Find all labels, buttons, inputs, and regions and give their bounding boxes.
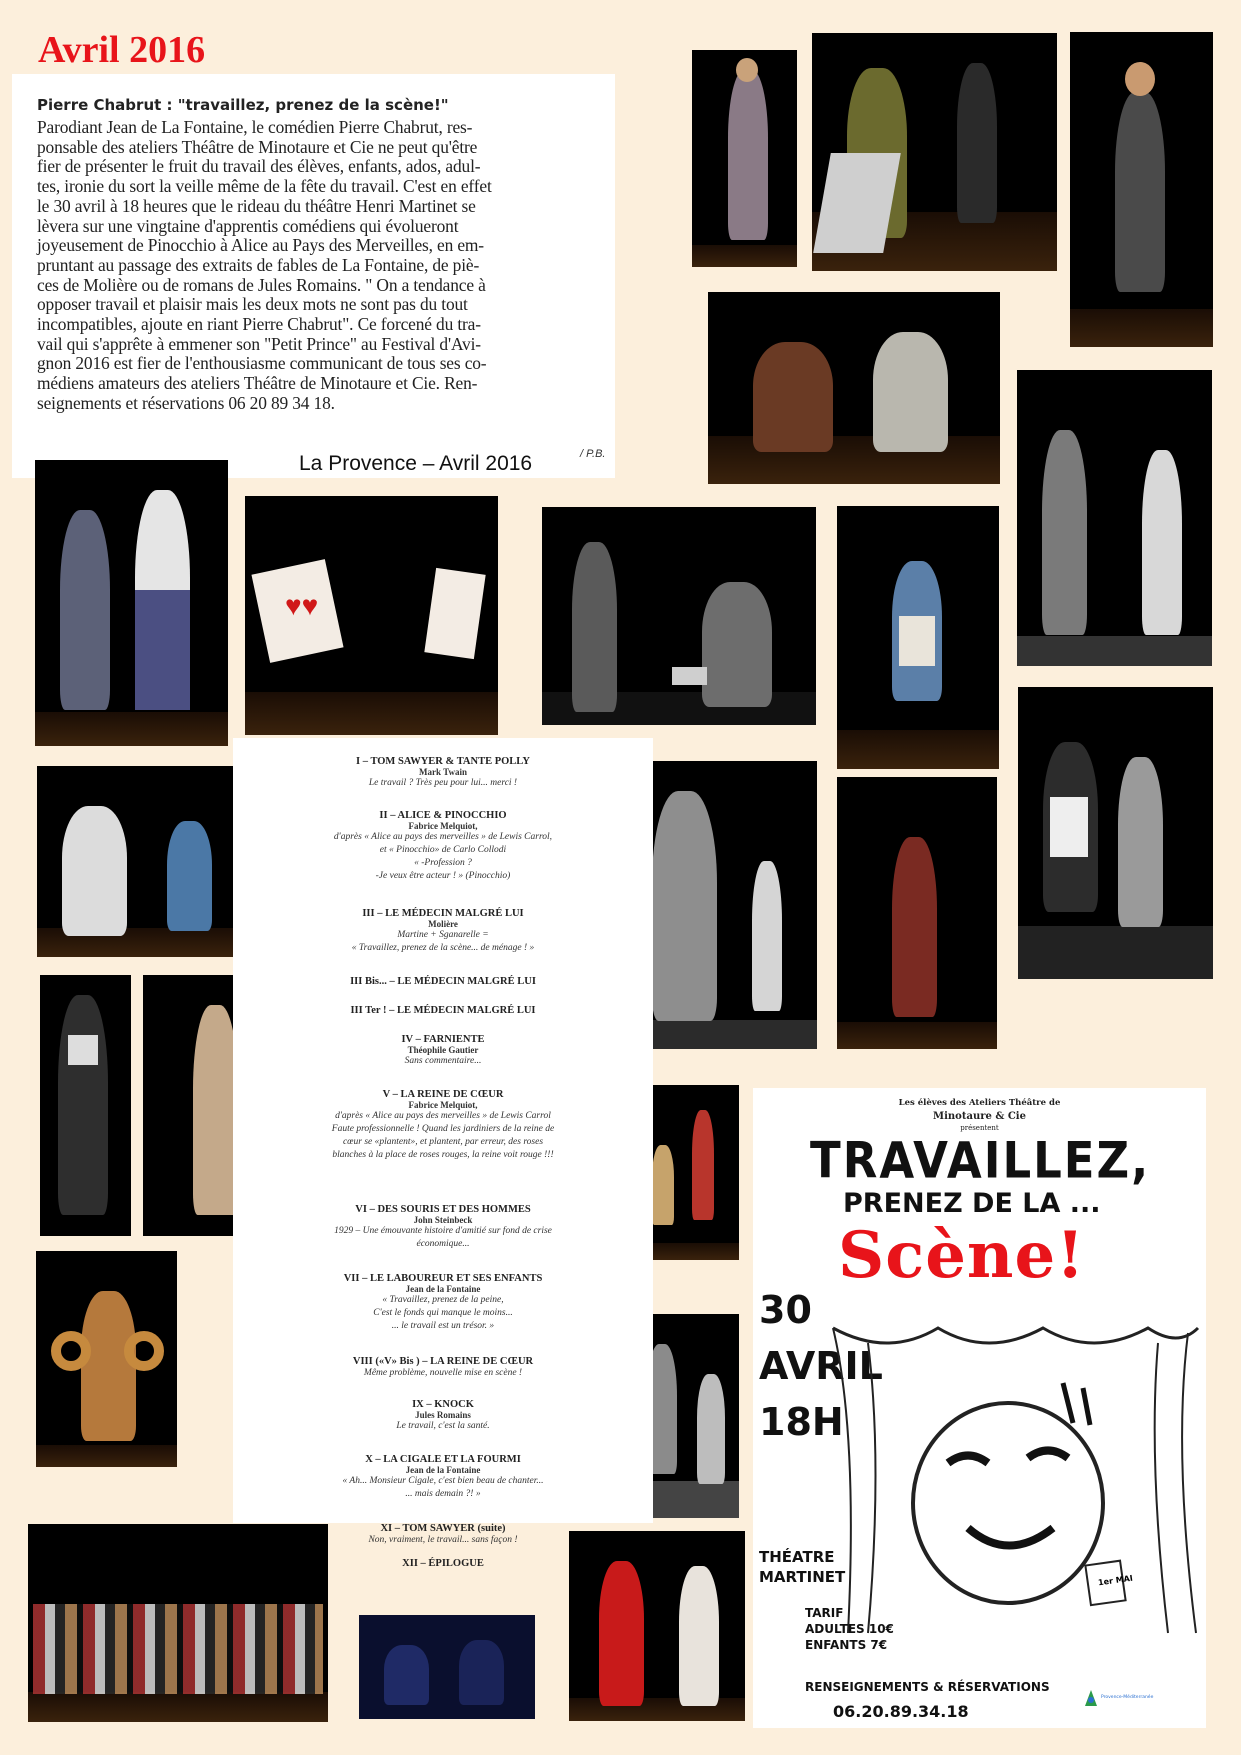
act-title: I – TOM SAWYER & TANTE POLLY (356, 756, 530, 767)
act-line: Martine + Sganarelle = (397, 930, 489, 940)
article-source: La Provence – Avril 2016 (299, 452, 533, 475)
act-title: III – LE MÉDECIN MALGRÉ LUI (362, 908, 524, 919)
stage-photo (1070, 32, 1213, 347)
stage-photo (642, 761, 817, 1049)
program-act (233, 908, 653, 955)
article-line: incompatibles, ajoute en riant Pierre Chabrut". Ce forcené du tra- (37, 314, 481, 335)
act-line: et « Pinocchio» de Carlo Collodi (379, 845, 507, 855)
article-line: ponsable des ateliers Théâtre de Minotaure et Cie ne peut qu'être (37, 136, 478, 157)
act-line: « Travaillez, prenez de la peine, (382, 1295, 504, 1305)
act-line: Non, vraiment, le travail... sans façon ! (368, 1535, 518, 1545)
article-line: opposer travail et plaisir mais les deux mots ne sont pas du tout (37, 294, 468, 315)
poster-month: AVRIL (759, 1344, 883, 1388)
poster-intro: Les élèves des Ateliers Théâtre de (898, 1098, 1061, 1108)
poster-headline-2: PRENEZ DE LA ... (843, 1188, 1101, 1219)
act-line: économique... (416, 1239, 470, 1249)
poster-phone: 06.20.89.34.18 (833, 1702, 969, 1721)
act-author: John Steinbeck (413, 1215, 473, 1225)
stage-photo: ♥♥ (245, 496, 498, 735)
poster-headline-1: TRAVAILLEZ, (810, 1131, 1151, 1190)
act-title: IX – KNOCK (412, 1399, 474, 1410)
act-line: d'après « Alice au pays des merveilles » de Lewis Carrol (335, 1111, 551, 1121)
act-line: -Je veux être acteur ! » (Pinocchio) (375, 871, 511, 881)
program-act (233, 1273, 653, 1333)
sponsor-logo (1083, 1688, 1154, 1710)
act-line: cœur se «plantent», et plantent, par erreur, des roses (342, 1137, 544, 1147)
stage-photo (812, 33, 1057, 271)
act-author: Jules Romains (415, 1410, 471, 1420)
act-line: ... le travail est un trésor. » (391, 1321, 495, 1331)
act-line: « Travaillez, prenez de la scène... de ménage ! » (351, 943, 535, 953)
article-line: fier de présenter le fruit du travail des élèves, enfants, ados, adul- (37, 156, 481, 177)
act-line: Sans commentaire... (404, 1056, 482, 1066)
act-line: Même problème, nouvelle mise en scène ! (363, 1368, 523, 1378)
act-title: VIII («V» Bis ) – LA REINE DE CŒUR (352, 1356, 534, 1367)
theatre-curtain-illustration (828, 1313, 1203, 1643)
act-author: Fabrice Melquiot, (408, 1100, 478, 1110)
poster-venue-2: MARTINET (759, 1568, 846, 1586)
act-line: d'après « Alice au pays des merveilles » de Lewis Carrol, (333, 832, 553, 842)
act-author: Théophile Gautier (407, 1045, 479, 1055)
act-title: IV – FARNIENTE (401, 1034, 485, 1045)
stage-photo (37, 766, 242, 957)
program-act (233, 810, 653, 883)
act-title: VI – DES SOURIS ET DES HOMMES (355, 1204, 531, 1215)
act-title: III Ter ! – LE MÉDECIN MALGRÉ LUI (350, 1005, 536, 1016)
article-signature: / P.B. (580, 448, 606, 460)
act-author: Jean de la Fontaine (405, 1284, 481, 1294)
stage-photo (359, 1615, 535, 1719)
act-title: V – LA REINE DE CŒUR (382, 1089, 504, 1100)
act-line: « Ah... Monsieur Cigale, c'est bien beau de chanter... (342, 1476, 544, 1486)
act-author: Jean de la Fontaine (405, 1465, 481, 1475)
act-line: « -Profession ? (414, 858, 472, 868)
stage-photo (837, 506, 999, 769)
act-title: III Bis... – LE MÉDECIN MALGRÉ LUI (350, 976, 536, 987)
act-title: X – LA CIGALE ET LA FOURMI (365, 1454, 521, 1465)
act-author: Mark Twain (419, 767, 467, 777)
article-body (37, 118, 612, 414)
newspaper-article (12, 74, 615, 478)
act-line: 1929 – Une émouvante histoire d'amitié sur fond de crise (334, 1226, 552, 1236)
act-title: XI – TOM SAWYER (suite) (380, 1523, 506, 1534)
program-act (233, 1034, 653, 1068)
poster-company: Minotaure & Cie (933, 1111, 1026, 1122)
program-act (233, 1399, 653, 1433)
act-line: Faute professionnelle ! Quand les jardiniers de la reine de (331, 1124, 555, 1134)
article-line: vail qui s'apprête à emmener son "Petit Prince" au Festival d'Avi- (37, 333, 481, 354)
act-title: VII – LE LABOUREUR ET SES ENFANTS (343, 1273, 543, 1284)
stage-photo (28, 1524, 328, 1722)
act-line: ... mais demain ?! » (405, 1489, 481, 1499)
act-line: Le travail ? Très peu pour lui... merci ! (368, 778, 518, 788)
stage-photo (36, 1251, 177, 1467)
stage-photo (35, 460, 228, 746)
poster-sign: 1er MAI (1097, 1573, 1134, 1588)
poster-price-adults: ADULTES 10€ (805, 1622, 894, 1636)
stage-photo (708, 292, 1000, 484)
poster-price-kids: ENFANTS 7€ (805, 1638, 888, 1652)
act-title: XII – ÉPILOGUE (402, 1558, 484, 1569)
program-act (233, 1005, 653, 1016)
act-line: Le travail, c'est la santé. (396, 1421, 490, 1431)
stage-photo (542, 507, 816, 725)
stage-photo (837, 777, 997, 1049)
program-act (233, 976, 653, 987)
program-act (233, 756, 653, 790)
program-act (233, 1558, 653, 1569)
article-line: lèvera sur une vingtaine d'apprentis comédiens qui évolueront (37, 215, 459, 236)
article-line: pruntant au passage des extraits de fables de La Fontaine, de piè- (37, 254, 480, 275)
sponsor-logo-icon (1083, 1688, 1099, 1708)
stage-photo (1018, 687, 1213, 979)
stage-photo (692, 50, 797, 267)
program-act (233, 1523, 653, 1547)
act-author: Molière (428, 919, 458, 929)
act-author: Fabrice Melquiot, (408, 821, 478, 831)
stage-photo (1017, 370, 1212, 666)
event-poster (753, 1088, 1206, 1728)
poster-headline-3: Scène! (838, 1218, 1086, 1293)
program-list (233, 738, 653, 1545)
poster-venue-1: THÉATRE (759, 1548, 835, 1566)
sponsor-name: Provence-Méditerranée (1101, 1695, 1154, 1700)
article-line: tes, ironie du sort la veille même de la fête du travail. C'est en effet (37, 176, 492, 197)
program-act (233, 1089, 653, 1162)
poster-contact-label: RENSEIGNEMENTS & RÉSERVATIONS (805, 1680, 1050, 1694)
program-act (233, 1204, 653, 1251)
program-act (233, 1356, 653, 1380)
article-line: ces de Molière ou de romans de Jules Romains. " On a tendance à (37, 274, 486, 295)
article-line: Parodiant Jean de La Fontaine, le comédien Pierre Chabrut, res- (37, 117, 473, 137)
poster-tarif: TARIF (805, 1606, 844, 1620)
article-line: joyeusement de Pinocchio à Alice au Pays des Merveilles, en em- (37, 235, 484, 256)
poster-present: présentent (960, 1124, 999, 1132)
program-act (233, 1454, 653, 1501)
article-line: seignements et réservations 06 20 89 34 18. (37, 392, 335, 413)
stage-photo (40, 975, 131, 1236)
poster-hour: 18H (759, 1400, 844, 1444)
act-line: blanches à la place de roses rouges, la reine voit rouge !!! (332, 1150, 554, 1160)
article-headline: Pierre Chabrut : "travaillez, prenez de la scène!" (37, 96, 449, 114)
poster-day: 30 (759, 1288, 812, 1332)
article-line: médiens amateurs des ateliers Théâtre de Minotaure et Cie. Ren- (37, 373, 478, 394)
article-line: le 30 avril à 18 heures que le rideau du théâtre Henri Martinet se (37, 195, 476, 216)
page-title: Avril 2016 (38, 29, 206, 71)
act-line: C'est le fonds qui manque le moins... (373, 1308, 513, 1318)
act-title: II – ALICE & PINOCCHIO (379, 810, 507, 821)
article-line: gnon 2016 est fier de l'enthousiasme communicant de tous ses co- (37, 353, 487, 374)
